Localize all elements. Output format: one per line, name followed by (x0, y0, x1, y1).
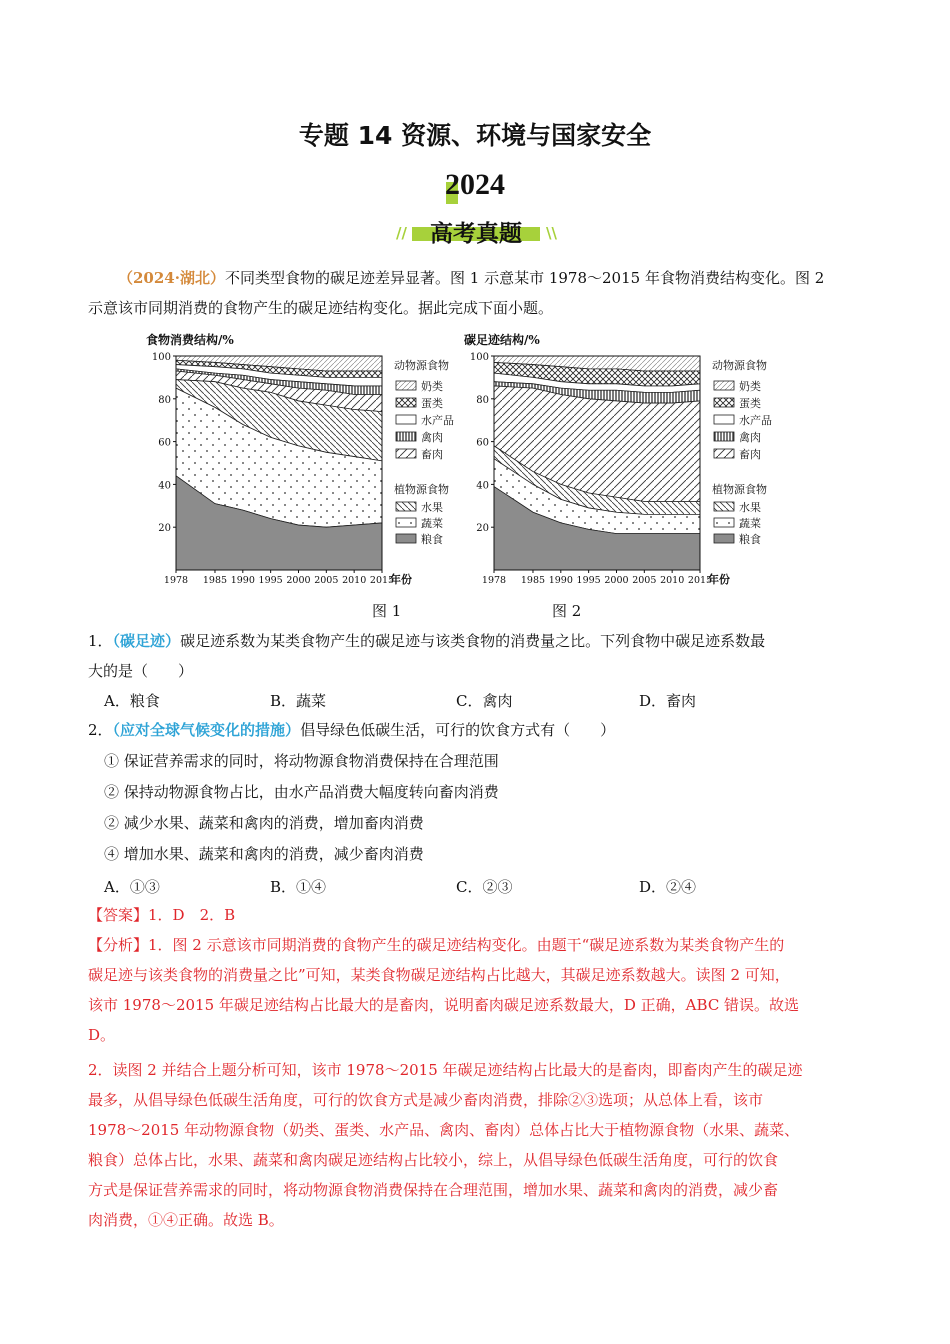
analysis-line-10: 肉消费，①④正确。故选 B。 (88, 1211, 284, 1229)
question-2-tag: （应对全球气候变化的措施） (112, 721, 301, 739)
legend-plant-header: 植物源食物 (394, 483, 449, 496)
legend-animal-header: 动物源食物 (712, 359, 767, 372)
legend-label: 水果 (421, 501, 443, 514)
legend-label: 蛋类 (739, 397, 761, 410)
y-tick-label: 80 (158, 394, 171, 406)
intro-text-1: 不同类型食物的碳足迹差异显著。图 1 示意某市 1978～2015 年食物消费结构变化。图 2 (224, 269, 825, 287)
x-tick-label: 2005 (314, 575, 339, 586)
q2-statement-4: ④ 增加水果、蔬菜和禽肉的消费，减少畜肉消费 (104, 845, 424, 863)
analysis-line-5: 2．读图 2 并结合上题分析可知，该市 1978～2015 年碳足迹结构占比最大的是畜肉，即畜肉产生的碳足迹 (88, 1061, 803, 1079)
x-tick-label: 2010 (660, 575, 685, 586)
y-tick-label: 20 (158, 523, 171, 535)
analysis-line-1: 【分析】1．图 2 示意该市同期消费的食物产生的碳足迹结构变化。由题干“碳足迹系数为某类食物产生的 (88, 936, 785, 954)
legend-label: 禽肉 (421, 431, 443, 444)
y-tick-label: 20 (476, 523, 489, 535)
legend-label: 水果 (739, 501, 761, 514)
legend-label: 畜肉 (739, 448, 761, 461)
question-1-text-2: 大的是（ ） (88, 662, 194, 680)
x-axis-label: 年份 (708, 573, 730, 586)
q2-statement-3: ② 减少水果、蔬菜和禽肉的消费，增加畜肉消费 (104, 814, 424, 832)
legend-swatch (714, 432, 734, 441)
year-heading: 2024 (445, 168, 505, 201)
x-tick-label: 1990 (548, 575, 573, 586)
question-1-text: 碳足迹系数为某类食物产生的碳足迹与该类食物的消费量之比。下列食物中碳足迹系数最 (180, 632, 766, 650)
x-tick-label: 1985 (520, 575, 546, 586)
legend-swatch (714, 381, 734, 390)
chart-title: 食物消费结构/% (146, 333, 234, 347)
x-tick-label: 2000 (286, 575, 311, 586)
legend-swatch (714, 534, 734, 543)
q1-option-d[interactable]: D．畜肉 (639, 692, 697, 710)
analysis-line-2: 碳足迹与该类食物的消费量之比”可知，某类食物碳足迹结构占比越大，其碳足迹系数越大。读图 2 可知， (88, 966, 790, 984)
legend-label: 水产品 (421, 414, 454, 427)
analysis-line-9: 方式是保证营养需求的同时，将动物源食物消费保持在合理范围，增加水果、蔬菜和禽肉的消费，减少畜 (88, 1181, 779, 1199)
legend-label: 奶类 (421, 380, 443, 393)
q2-option-a[interactable]: A．①③ (104, 878, 160, 896)
banner-slash-right: \\ (546, 224, 557, 242)
x-tick-label: 1990 (230, 575, 255, 586)
x-tick-label: 2010 (342, 575, 367, 586)
legend-swatch (396, 398, 416, 407)
y-tick-label: 100 (151, 352, 171, 363)
legend-label: 禽肉 (739, 431, 761, 444)
y-tick-label: 40 (158, 480, 171, 492)
x-tick-label: 2000 (604, 575, 629, 586)
legend-swatch (396, 415, 416, 424)
legend-swatch (714, 449, 734, 458)
banner-label: 高考真题 (430, 221, 522, 247)
answer: 【答案】1．D 2．B (88, 906, 236, 924)
legend-swatch (714, 415, 734, 424)
analysis-line-8: 粮食）总体占比，水果、蔬菜和禽肉碳足迹结构占比较小，综上，从倡导绿色低碳生活角度，可行的饮食 (88, 1151, 779, 1169)
x-tick-label: 1985 (202, 575, 228, 586)
figure-2-chart (462, 328, 797, 588)
legend-label: 畜肉 (421, 448, 443, 461)
section-banner (412, 215, 540, 247)
legend-label: 蔬菜 (421, 517, 443, 530)
legend-label: 水产品 (739, 414, 772, 427)
legend-animal-header: 动物源食物 (394, 359, 449, 372)
x-axis-label: 年份 (390, 573, 412, 586)
chart-title: 碳足迹结构/% (464, 333, 540, 347)
legend-label: 粮食 (739, 533, 761, 546)
figure-1-chart (144, 328, 464, 588)
legend-label: 蛋类 (421, 397, 443, 410)
legend-swatch (714, 502, 734, 511)
y-tick-label: 40 (476, 480, 489, 492)
legend-swatch (396, 432, 416, 441)
legend-swatch (396, 518, 416, 527)
x-tick-label: 1978 (163, 575, 189, 586)
legend-swatch (396, 381, 416, 390)
q1-option-c[interactable]: C．禽肉 (456, 692, 513, 710)
legend-plant-header: 植物源食物 (712, 483, 767, 496)
question-source: （2024·湖北） (118, 269, 225, 287)
y-tick-label: 60 (476, 437, 489, 449)
legend-label: 蔬菜 (739, 517, 761, 530)
legend-label: 奶类 (739, 380, 761, 393)
legend-swatch (396, 502, 416, 511)
q2-statement-1: ① 保证营养需求的同时，将动物源食物消费保持在合理范围 (104, 752, 499, 770)
intro-text-2: 示意该市同期消费的食物产生的碳足迹结构变化。据此完成下面小题。 (88, 299, 554, 317)
q1-option-a[interactable]: A．粮食 (104, 692, 160, 710)
q2-statement-2: ② 保持动物源食物占比，由水产品消费大幅度转向畜肉消费 (104, 783, 499, 801)
page-title: 专题 14 资源、环境与国家安全 (298, 121, 652, 150)
question-1-tag: （碳足迹） (112, 632, 181, 650)
x-tick-label: 2015 (369, 575, 395, 586)
analysis-line-6: 最多，从倡导绿色低碳生活角度，可行的饮食方式是减少畜肉消费，排除②③选项；从总体上看，该市 (88, 1091, 764, 1109)
q2-option-b[interactable]: B．①④ (270, 878, 327, 896)
legend-swatch (714, 518, 734, 527)
x-tick-label: 1995 (258, 575, 283, 586)
legend-label: 粮食 (421, 533, 443, 546)
x-tick-label: 2005 (632, 575, 657, 586)
legend-swatch (396, 449, 416, 458)
banner-slash-left: // (396, 224, 407, 242)
question-1-number: 1． (88, 632, 113, 650)
x-tick-label: 1978 (481, 575, 507, 586)
y-tick-label: 80 (476, 394, 489, 406)
y-tick-label: 60 (158, 437, 171, 449)
x-tick-label: 2015 (687, 575, 713, 586)
analysis-line-4: D。 (88, 1026, 116, 1044)
figure-2-caption: 图 2 (552, 602, 582, 620)
x-tick-label: 1995 (576, 575, 601, 586)
legend-swatch (714, 398, 734, 407)
q2-option-d[interactable]: D．②④ (639, 878, 697, 896)
question-2-text: 倡导绿色低碳生活，可行的饮食方式有（ ） (300, 721, 616, 739)
analysis-line-7: 1978～2015 年动物源食物（奶类、蛋类、水产品、禽肉、畜肉）总体占比大于植物源食物（水果、蔬菜、 (88, 1121, 800, 1139)
question-2-number: 2． (88, 721, 113, 739)
y-tick-label: 100 (469, 352, 489, 363)
question-2 (88, 715, 868, 745)
q1-option-b[interactable]: B．蔬菜 (270, 692, 327, 710)
legend-swatch (396, 534, 416, 543)
analysis-line-3: 该市 1978～2015 年碳足迹结构占比最大的是畜肉，说明畜肉碳足迹系数最大，D 正确，ABC 错误。故选 (88, 996, 800, 1014)
intro-paragraph (88, 263, 868, 293)
question-1 (88, 626, 868, 656)
q2-option-c[interactable]: C．②③ (456, 878, 513, 896)
figure-1-caption: 图 1 (372, 602, 402, 620)
